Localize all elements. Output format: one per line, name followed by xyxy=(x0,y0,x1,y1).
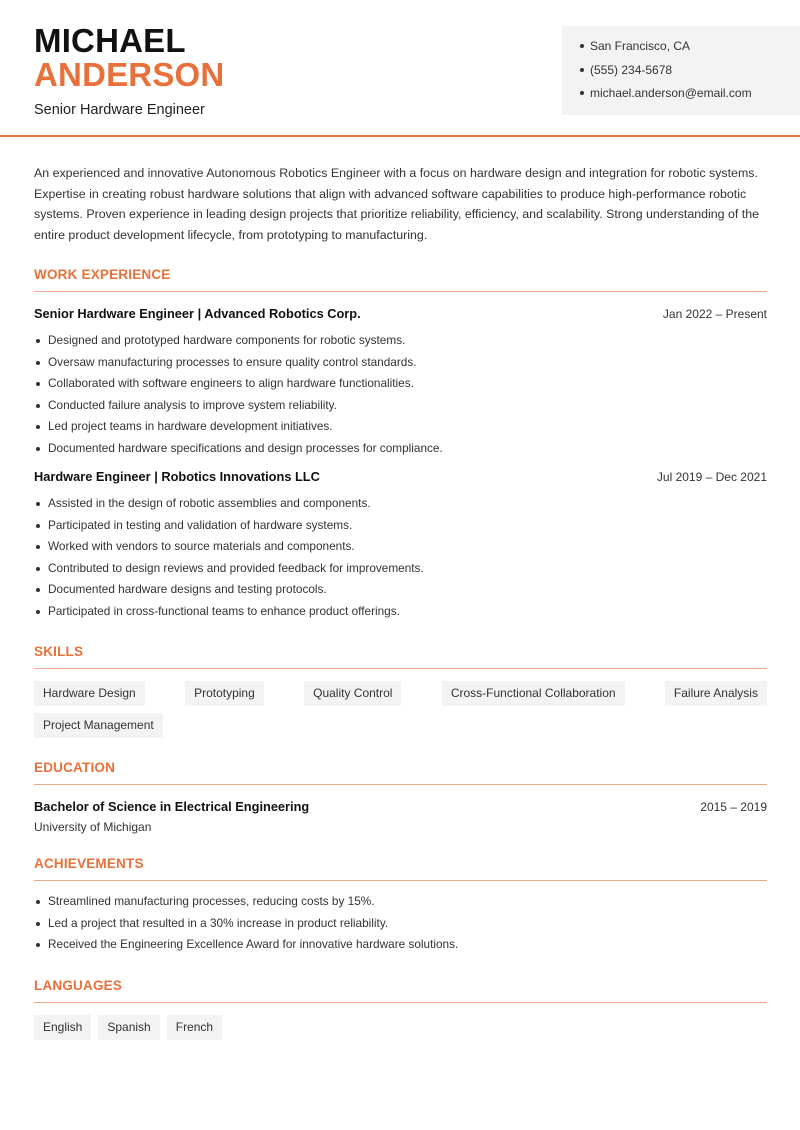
bullet-text: Led a project that resulted in a 30% increase in product reliability. xyxy=(48,915,389,930)
section-title-skills: SKILLS xyxy=(34,644,767,669)
list-item xyxy=(34,558,767,580)
contact-box xyxy=(562,26,800,115)
resume-header xyxy=(0,0,800,137)
job-date: Jan 2022 – Present xyxy=(662,307,767,322)
school: University of Michigan xyxy=(34,820,152,835)
bullet-icon xyxy=(36,588,40,592)
bullet-icon xyxy=(36,361,40,365)
bullet-icon xyxy=(36,502,40,506)
location-text: San Francisco, CA xyxy=(590,39,691,53)
bullet-icon xyxy=(36,382,40,386)
bullet-icon xyxy=(36,922,40,926)
bullet-icon xyxy=(580,68,584,72)
bullet-icon xyxy=(36,567,40,571)
education-header xyxy=(34,799,767,814)
list-item xyxy=(34,373,767,395)
job-title: Senior Hardware Engineer | Advanced Robotics Corp. xyxy=(34,306,361,322)
bullet-text: Assisted in the design of robotic assemblies and components. xyxy=(48,496,371,511)
bullet-text: Documented hardware designs and testing protocols. xyxy=(48,582,327,597)
list-item xyxy=(34,515,767,537)
bullet-text: Contributed to design reviews and provided feedback for improvements. xyxy=(48,560,424,575)
first-name: MICHAEL xyxy=(34,22,186,59)
skill-tag: Prototyping xyxy=(185,681,264,706)
job-entry xyxy=(34,469,767,622)
skill-tag: Failure Analysis xyxy=(665,681,767,706)
list-item xyxy=(34,493,767,515)
bullet-icon xyxy=(580,44,584,48)
phone-text: (555) 234-5678 xyxy=(590,62,673,77)
list-item xyxy=(34,330,767,352)
bullet-icon xyxy=(36,610,40,614)
skill-tag: Hardware Design xyxy=(34,681,145,706)
skill-tag: Cross-Functional Collaboration xyxy=(442,681,625,706)
education-entry xyxy=(34,799,767,834)
bullet-text: Participated in testing and validation of hardware systems. xyxy=(48,517,353,532)
bullet-text: Streamlined manufacturing processes, reducing costs by 15%. xyxy=(48,894,375,909)
list-item xyxy=(34,352,767,374)
bullet-text: Documented hardware specifications and design processes for compliance. xyxy=(48,440,443,455)
language-tag: English xyxy=(34,1015,91,1040)
list-item xyxy=(34,579,767,601)
bullet-icon xyxy=(36,404,40,408)
bullet-icon xyxy=(580,91,584,95)
bullet-text: Oversaw manufacturing processes to ensure quality control standards. xyxy=(48,354,417,369)
section-title-education: EDUCATION xyxy=(34,760,767,785)
skill-tag: Project Management xyxy=(34,713,163,738)
contact-email xyxy=(580,85,800,109)
bullet-icon xyxy=(36,545,40,549)
language-tag: French xyxy=(167,1015,222,1040)
contact-phone xyxy=(580,62,800,86)
last-name: ANDERSON xyxy=(34,56,225,93)
summary: An experienced and innovative Autonomous Robotics Engineer with a focus on hardware design and integration for robotic systems. Expertise in creating robust hardware solutions that align with advanced software capabilities to produce high-performance robotic systems. Proven experience in leading design projects that prioritize reliability, efficiency, and scalability. Strong understanding of the entire product development lifecycle, from prototyping to manufacturing. xyxy=(34,166,760,242)
bullet-text: Participated in cross-functional teams to enhance product offerings. xyxy=(48,603,400,618)
contact-location xyxy=(580,38,800,62)
bullet-icon xyxy=(36,447,40,451)
bullet-icon xyxy=(36,425,40,429)
achievements-list xyxy=(34,891,767,956)
bullet-text: Collaborated with software engineers to align hardware functionalities. xyxy=(48,376,414,391)
bullet-icon xyxy=(36,524,40,528)
bullet-text: Worked with vendors to source materials and components. xyxy=(48,539,355,554)
section-title-achievements: ACHIEVEMENTS xyxy=(34,856,767,881)
job-entry xyxy=(34,306,767,459)
job-bullets xyxy=(34,493,767,622)
list-item xyxy=(34,536,767,558)
bullet-text: Designed and prototyped hardware components for robotic systems. xyxy=(48,333,406,348)
list-item xyxy=(34,891,767,913)
job-title: Hardware Engineer | Robotics Innovations LLC xyxy=(34,469,320,485)
job-title-headline: Senior Hardware Engineer xyxy=(34,102,205,118)
bullet-text: Conducted failure analysis to improve system reliability. xyxy=(48,397,337,412)
list-item xyxy=(34,913,767,935)
bullet-icon xyxy=(36,900,40,904)
language-tag: Spanish xyxy=(98,1015,159,1040)
bullet-text: Led project teams in hardware development initiatives. xyxy=(48,419,333,434)
email-text: michael.anderson@email.com xyxy=(590,86,752,100)
bullet-icon xyxy=(36,943,40,947)
job-bullets xyxy=(34,330,767,459)
education-date: 2015 – 2019 xyxy=(700,800,767,815)
skills-list xyxy=(34,681,767,738)
list-item xyxy=(34,601,767,623)
job-header xyxy=(34,469,767,484)
skill-tag: Quality Control xyxy=(304,681,401,706)
bullet-text: Received the Engineering Excellence Award for innovative hardware solutions. xyxy=(48,937,459,952)
list-item xyxy=(34,438,767,460)
job-date: Jul 2019 – Dec 2021 xyxy=(656,470,767,485)
list-item xyxy=(34,416,767,438)
list-item xyxy=(34,934,767,956)
resume-body xyxy=(34,163,767,1040)
languages-list xyxy=(34,1015,767,1040)
name-block xyxy=(34,24,224,118)
degree: Bachelor of Science in Electrical Engineering xyxy=(34,799,310,815)
section-title-work: WORK EXPERIENCE xyxy=(34,267,767,292)
list-item xyxy=(34,395,767,417)
job-header xyxy=(34,306,767,321)
section-title-languages: LANGUAGES xyxy=(34,978,767,1003)
bullet-icon xyxy=(36,339,40,343)
